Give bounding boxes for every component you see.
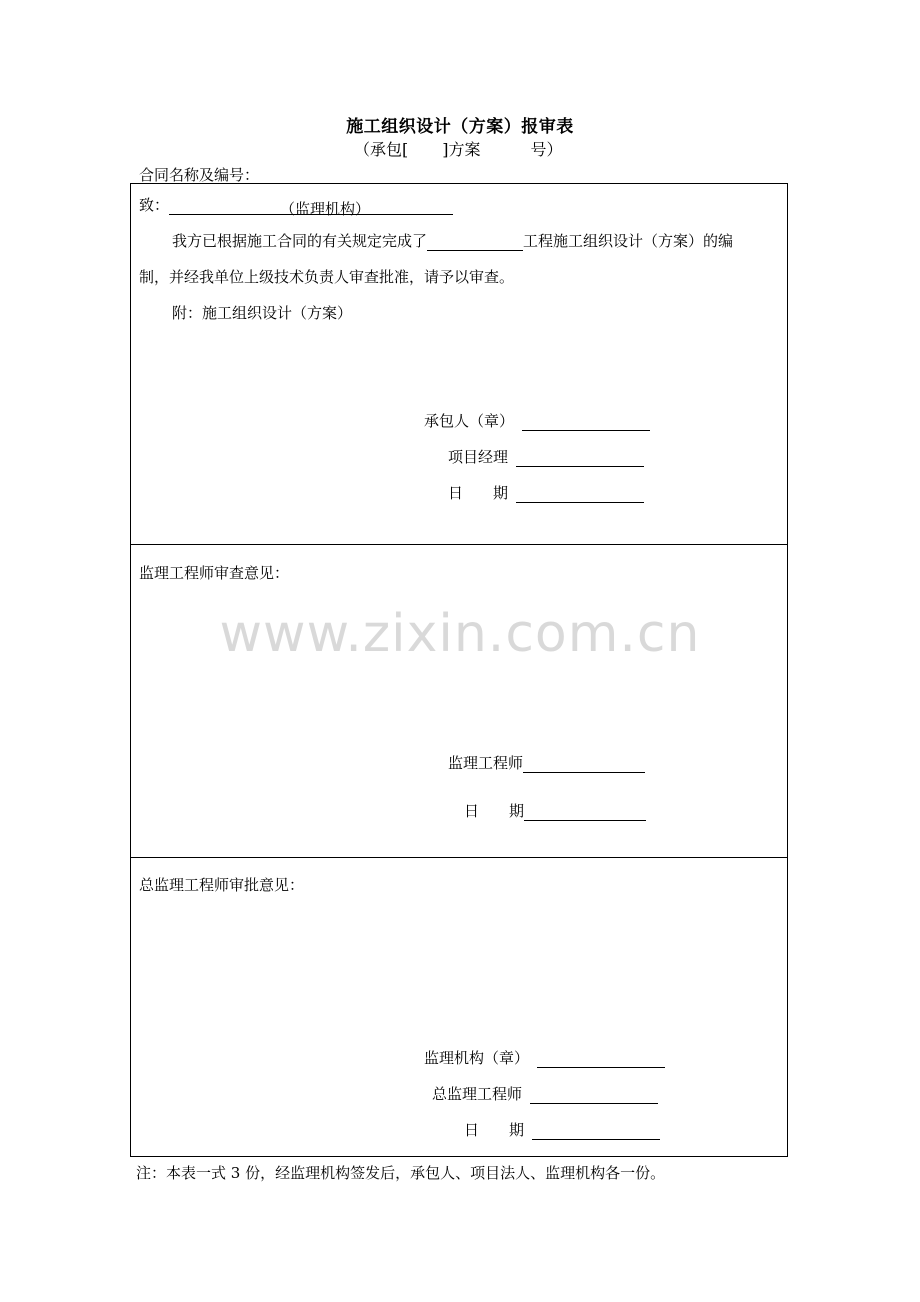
project-manager-row: [448, 446, 644, 467]
body-paragraph-line2: 制，并经我单位上级技术负责人审查批准，请予以审查。: [139, 268, 515, 286]
body-text-2: 工程施工组织设计（方案）的编: [523, 232, 734, 250]
contract-name-label: 合同名称及编号：: [139, 166, 260, 184]
footnote: 注：本表一式 3 份，经监理机构签发后，承包人、项目法人、监理机构各一份。: [136, 1164, 666, 1182]
engineer-signature-field[interactable]: [523, 756, 645, 773]
attachment-line: 附：施工组织设计（方案）: [172, 304, 353, 322]
project-manager-label: 项目经理: [448, 448, 509, 466]
engineer-review-heading: 监理工程师审查意见：: [139, 564, 290, 582]
engineer-date-row: [464, 800, 646, 821]
date-field[interactable]: [516, 486, 644, 503]
supervisor-org-signature-row: [424, 1047, 665, 1068]
form-subtitle: [354, 137, 563, 160]
project-manager-field[interactable]: [516, 450, 644, 467]
chief-engineer-row: [432, 1083, 658, 1104]
addressee-line: [139, 194, 453, 218]
section-divider: [130, 544, 788, 545]
chief-approval-heading: 总监理工程师审批意见：: [139, 876, 305, 894]
date-row: [448, 482, 644, 503]
chief-date-label: 日 期: [464, 1121, 525, 1139]
chief-engineer-label: 总监理工程师: [432, 1085, 523, 1103]
subtitle-middle: ]方案: [442, 140, 481, 159]
to-label: 致：: [139, 196, 170, 214]
date-label: 日 期: [448, 484, 509, 502]
supervisor-seal-field[interactable]: [537, 1051, 665, 1068]
watermark: www.zixin.com.cn: [219, 604, 701, 664]
supervisor-org-field[interactable]: [169, 198, 453, 218]
body-text-1: 我方已根据施工合同的有关规定完成了: [172, 232, 428, 250]
form-title: 施工组织设计（方案）报审表: [346, 117, 574, 137]
engineer-signature-row: [448, 752, 645, 773]
chief-date-row: [464, 1119, 660, 1140]
subtitle-prefix: （承包[: [354, 140, 409, 159]
chief-date-field[interactable]: [532, 1123, 660, 1140]
engineer-label: 监理工程师: [448, 754, 524, 772]
engineer-date-field[interactable]: [524, 804, 646, 821]
project-name-field[interactable]: [427, 234, 523, 251]
supervisor-seal-label: 监理机构（章）: [424, 1049, 530, 1067]
contractor-seal-label: 承包人（章）: [424, 412, 515, 430]
chief-engineer-field[interactable]: [530, 1087, 658, 1104]
body-paragraph-line1: [172, 230, 733, 251]
contractor-seal-field[interactable]: [522, 414, 650, 431]
form-table: [130, 183, 788, 1157]
engineer-date-label: 日 期: [464, 802, 525, 820]
contractor-signature-row: [424, 410, 650, 431]
supervisor-org-label: （监理机构）: [280, 200, 371, 218]
subtitle-suffix: 号）: [530, 140, 563, 159]
section-divider: [130, 857, 788, 858]
